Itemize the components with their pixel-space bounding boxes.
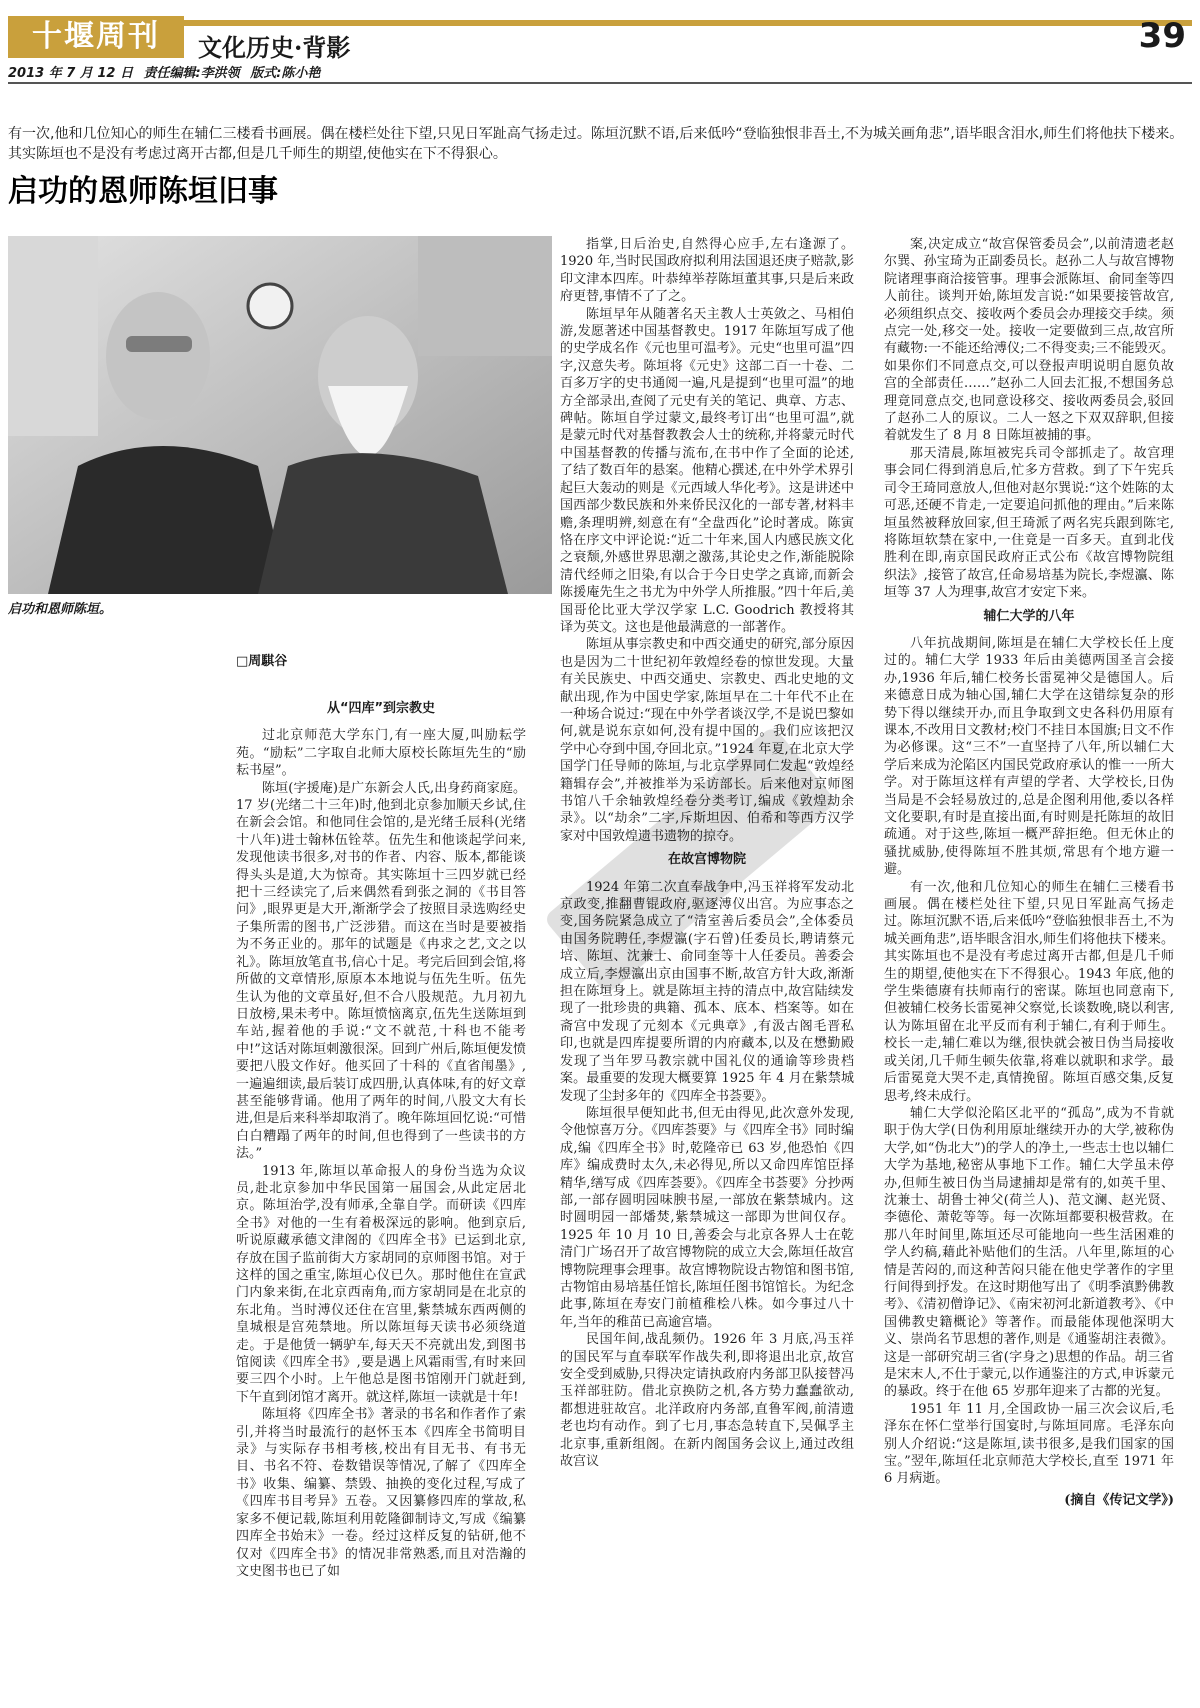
photo-caption: 启功和恩师陈垣。: [8, 602, 113, 617]
paragraph: 1924 年第二次直奉战争中,冯玉祥将军发动北京政变,推翻曹锟政府,驱逐溥仪出宫。为应事态之变,国务院紧急成立了“清室善后委员会”,全体委员由国务院聘任,李煜瀛(字石曾)任委员长,聘请蔡元培、陈垣、沈兼士、俞同奎等十人任委员。善委会成立后,李煜瀛出京由国事不断,故宫方针大政,渐渐担在陈垣身上。就是陈垣主持的清点中,故宫陆续发现了一批珍贵的典籍、孤本、底本、档案等。如在斋宫中发现了元刻本《元典章》,有汲古阁毛晋私印,也就是四库提要所谓的内府藏本,以及在懋勤殿发现了当年罗马教宗就中国礼仪的通谕等珍贵档案。最重要的发现大概要算 1925 年 4 月在紫禁城发现了尘封多年的《四库全书荟要》。: [560, 879, 854, 1104]
layout-credit: 版式:陈小艳: [250, 66, 321, 81]
paragraph: 有一次,他和几位知心的师生在辅仁三楼看书画展。偶在楼栏处往下望,只见日军趾高气扬走过。陈垣沉默不语,后来低吟“登临独恨非吾土,不为城关画角悲”,语毕眼含泪水,师生们将他扶下楼来。其实陈垣也不是没有考虑过离开古都,但是几千师生的期望,使他实在下不得狠心。1943 年底,他的学生柴德赓有扶师南行的密谋。陈垣也同意南下,但被辅仁校务长雷冕神父察觉,长谈数晚,晓以利害,认为陈垣留在北平反而有利于辅仁,有利于师生。校长一走,辅仁难以为继,很快就会被日伪当局接收或关闭,几千师生顿失依靠,将难以就职和求学。最后雷冕竟大哭不走,真情挽留。陈垣百感交集,反复思考,终未成行。: [884, 879, 1174, 1104]
section-heading: 在故宫博物院: [667, 852, 746, 868]
paragraph: 民国年间,战乱频仍。1926 年 3 月底,冯玉祥的国民军与直奉联军作战失利,即将退出北京,故宫安全受到威胁,只得决定请执政府内务部卫队接替冯玉祥部驻防。借北京换防之机,各方势力蠢蠢欲动,都想进驻故宫。北洋政府内务部,直鲁军阀,前清遗老也均有动作。到了七月,事态急转直下,吴佩孚主北京事,重新组阁。在新内阁国务会议上,通过改组故宫议: [560, 1332, 854, 1470]
divider: [8, 82, 1192, 84]
column-body: [884, 236, 1174, 602]
paragraph: 陈垣将《四库全书》著录的书名和作者作了索引,并将当时最流行的赵怀玉本《四库全书简明目录》与实际存书相考核,校出有目无书、有书无目、书名不符、卷数错误等情况,了解了《四库全书》收集、编纂、禁毁、抽换的变化过程,写成了《四库书目考异》五卷。又因纂修四库的掌故,私家多不便记载,陈垣利用乾隆御制诗文,写成《编纂四库全书始末》一卷。经过这样反复的钻研,他不仅对《四库全书》的情况非常熟悉,而且对浩瀚的文史图书也已了如: [236, 1407, 526, 1579]
column-1: [236, 694, 526, 1702]
article-headline: 启功的恩师陈垣旧事: [8, 174, 278, 209]
paragraph: 陈垣从事宗教史和中西交通史的研究,部分原因也是因为二十世纪初年敦煌经卷的惊世发现。大量有关民族史、中西交通史、宗教史、西北史地的文献出现,作为中国史学家,陈垣早在二十年代不止在一种场合说过:“现在中外学者谈汉学,不是说巴黎如何,就是说东京如何,没有提中国的。我们应该把汉学中心夺到中国,夺回北京。”1924 年夏,在北京大学国学门任导师的陈垣,与北京学界同仁发起“敦煌经籍辑存会”,并被推举为采访部长。后来他对京师图书馆八千余轴敦煌经卷分类考订,编成《敦煌劫余录》。以“劫余”二字,斥斯坦因、伯希和等西方汉学家对中国敦煌遗书遗物的掠夺。: [560, 637, 854, 844]
editor-credit: 责任编辑:李洪领: [143, 66, 240, 81]
paragraph: 陈垣早年从随著名天主教人士英敛之、马相伯游,发愿著述中国基督教史。1917 年陈垣写成了他的史学成名作《元也里可温考》。元史“也里可温”四字,汉意失考。陈垣将《元史》这部二百一十卷、二百多万字的史书通阅一遍,凡是提到“也里可温”的地方全部录出,查阅了元史有关的笔记、典章、方志、碑帖。陈垣自学过蒙文,最终考订出“也里可温”,就是蒙元时代对基督教教会人士的统称,并将蒙元时代中国基督教的传播与流布,在书中作了全面的论述,了结了数百年的悬案。他精心撰述,在中外学术界引起巨大轰动的则是《元西域人华化考》。这是讲述中国西部少数民族和外来侨民汉化的一部专著,材料丰赡,条理明辨,刻意在有“全盘西化”论时著成。陈寅恪在序文中评论说:“近二十年来,国人内感民族文化之衰颓,外感世界思潮之激荡,其论史之作,渐能脱除清代经师之旧染,有以合于今日史学之真谛,而新会陈援庵先生之书尤为中外学人所推服。”四十年后,美国哥伦比亚大学汉学家 L.C. Goodrich 教授将其译为英文。这也是他最满意的一部著作。: [560, 306, 854, 635]
issue-meta: [8, 62, 326, 81]
author-byline: □周騏谷: [236, 654, 288, 669]
paragraph: 过北京师范大学东门,有一座大厦,叫励耘学苑。“励耘”二字取自北师大原校长陈垣先生的“励耘书屋”。: [236, 728, 526, 779]
masthead-rule: [184, 20, 1192, 26]
column-body: [560, 236, 854, 845]
source-credit: (摘自《传记文学》): [1064, 1492, 1174, 1508]
paragraph: 1951 年 11 月,全国政协一届三次会议后,毛泽东在怀仁堂举行国宴时,与陈垣同席。毛泽东向别人介绍说:“这是陈垣,读书很多,是我们国家的国宝。”翌年,陈垣任北京师范大学校长,直至 1971 年 6 月病逝。: [884, 1401, 1174, 1487]
page-number: 39: [1138, 16, 1186, 56]
masthead: [8, 10, 1192, 60]
paragraph: 陈垣(字援庵)是广东新会人氏,出身药商家庭。17 岁(光绪二十三年)时,他到北京参加顺天乡试,住在新会会馆。和他同住会馆的,是光绪壬辰科(光绪十八年)进士翰林伍铨萃。伍先生和他谈起学问来,发现他读书很多,对书的作者、内容、版本,都能谈得头头是道,大为惊奇。其实陈垣十三四岁就已经把十三经读完了,后来偶然看到张之洞的《书目答问》,眼界更是大开,渐渐学会了按照目录选购经史子集所需的图书,广泛涉猎。而这在当时是要被指为不务正业的。那年的试题是《冉求之艺,文之以礼》。陈垣放笔直书,信心十足。考完后回到会馆,将所做的文章情形,原原本本地说与伍先生听。伍先生认为他的文章虽好,但不合八股规范。九月初九日放榜,果未考中。陈垣愤恼离京,伍先生送陈垣到车站,握着他的手说:“文不就范,十科也不能考中!”这话对陈垣刺激很深。回到广州后,陈垣便发愤要把八股文作好。他买回了十科的《直省闱墨》,一遍遍细读,最后装订成四册,认真体味,有的好文章甚至能够背诵。他用了两年的时间,八股文大有长进,但是后来科举却取消了。晚年陈垣回忆说:“可惜白白糟蹋了两年的时间,但也得到了一些读书的方法。”: [236, 780, 526, 1162]
photo-illustration: [8, 236, 552, 594]
publication-logo: 十堰周刊: [8, 16, 184, 58]
column-body: [560, 879, 854, 1471]
paragraph: 八年抗战期间,陈垣是在辅仁大学校长任上度过的。辅仁大学 1933 年后由美德两国圣言会接办,1936 年后,辅仁校务长雷冕神父是德国人。后来德意日成为轴心国,辅仁大学在这错综复杂的形势下得以继续开办,而且争取到文史各科仍用原有课本,不改用日文教材;校门不挂日本国旗;日文不作为必修课。这“三不”一直坚持了八年,所以辅仁大学后来成为沦陷区内国民党政府承认的惟一一所大学。对于陈垣这样有声望的学者、大学校长,日伪当局是不会轻易放过的,总是企图利用他,委以各样文化要职,有时是直接出面,有时则是托陈垣的故旧疏通。对于这些,陈垣一概严辞拒绝。但无休止的骚扰威胁,使得陈垣不胜其烦,常思有个地方避一避。: [884, 635, 1174, 878]
paragraph: 1913 年,陈垣以革命报人的身份当选为众议员,赴北京参加中华民国第一届国会,从此定居北京。陈垣治学,没有师承,全靠自学。而研读《四库全书》对他的一生有着极深远的影响。他到京后,听说原藏承德文津阁的《四库全书》已运到北京,存放在国子监前街大方家胡同的京师图书馆。对于这样的国之重宝,陈垣心仪已久。那时他住在宣武门内象来街,在北京西南角,而方家胡同是在北京的东北角。当时溥仪还住在宫里,紫禁城东西两侧的皇城根是宫苑禁地。所以陈垣每天读书必须绕道走。于是他赁一辆驴车,每天天不亮就出发,到图书馆阅读《四库全书》,要是遇上风霜雨雪,有时来回要三四个小时。上午他总是图书馆刚开门就赶到,下午直到闭馆才离开。就这样,陈垣一读就是十年!: [236, 1163, 526, 1405]
paragraph: 案,决定成立“故宫保管委员会”,以前清遗老赵尔巽、孙宝琦为正副委员长。赵孙二人与故宫博物院诸理事商洽接管事。理事会派陈垣、俞同奎等四人前往。谈判开始,陈垣发言说:“如果要接管故宫,必须组织点交、接收两个委员会办理接交手续。须点完一处,移交一处。接收一定要做到三点,故宫所有藏物:一不能还给溥仪;二不得变卖;三不能毁灭。如果你们不同意点交,可以登报声明说明自愿负故宫的全部责任……”赵孙二人回去汇报,不想国务总理竟同意点交,也同意设移交、接收两委员会,驳回了赵孙二人的原议。二人一怒之下双双辞职,但接着就发生了 8 月 8 日陈垣被捕的事。: [884, 237, 1174, 444]
column-body: [236, 727, 526, 1580]
issue-date: 2013 年 7 月 12 日: [8, 66, 133, 81]
paragraph: 陈垣很早便知此书,但无由得见,此次意外发现,令他惊喜万分。《四库荟要》与《四库全书》同时编成,编《四库全书》时,乾隆帝已 63 岁,他恐怕《四库》编成费时太久,未必得见,所以又命四库馆臣择精华,缮写成《四库荟要》。《四库全书荟要》分抄两部,一部存圆明园味腴书屋,一部放在紫禁城内。这时圆明园一部燔焚,紫禁城这一部即为世间仅存。1925 年 10 月 10 日,善委会与北京各界人士在乾清门广场召开了故宫博物院的成立大会,陈垣任故宫博物院理事会理事。故宫博物院设古物馆和图书馆,古物馆由易培基任馆长,陈垣任图书馆馆长。为纪念此事,陈垣在寿安门前植稚桧八株。如今事过八十年,当年的稚苗已高逾宫墙。: [560, 1105, 854, 1330]
lead-paragraph: 有一次,他和几位知心的师生在辅仁三楼看书画展。偶在楼栏处往下望,只见日军趾高气扬走过。陈垣沉默不语,后来低吟“登临独恨非吾土,不为城关画角悲”,语毕眼含泪水,师生们将他扶下楼来。其实陈垣也不是没有考虑过离开古都,但是几千师生的期望,使他实在下不得狠心。: [8, 126, 1184, 162]
article-photo: [8, 236, 552, 594]
column-2: [560, 236, 854, 1702]
section-heading: 辅仁大学的八年: [983, 608, 1075, 624]
section-heading: 从“四库”到宗教史: [326, 701, 436, 716]
section-title: 文化历史·背影: [198, 33, 351, 62]
column-3: [884, 236, 1174, 1702]
paragraph: 辅仁大学似沦陷区北平的“孤岛”,成为不肯就职于伪大学(日伪利用原址继续开办的大学,被称伪大学,如“伪北大”)的学人的净土,一些志士也以辅仁大学为基地,秘密从事地下工作。辅仁大学虽未停办,但师生被日伪当局逮捕却是常有的,如英千里、沈兼士、胡鲁士神父(荷兰人)、范文澜、赵光贤、李德伦、萧乾等等。每一次陈垣都要积极营救。在那八年时间里,陈垣还尽可能地向一些生活困难的学人约稿,藉此补贴他们的生活。八年里,陈垣的心情是苦闷的,而这种苦闷只能在他史学著作的字里行间得到抒发。在这时期他写出了《明季滇黔佛教考》、《清初僧诤记》、《南宋初河北新道教考》、《中国佛教史籍概论》等著作。而最能体现他深明大义、崇尚名节思想的著作,则是《通鉴胡注表微》。这是一部研究胡三省(字身之)思想的作品。胡三省是宋末人,不仕于蒙元,以作通鉴注的方式,申诉蒙元的暴政。终于在他 65 岁那年迎来了古都的光复。: [884, 1105, 1174, 1400]
paragraph: 指掌,日后治史,自然得心应手,左右逢源了。1920 年,当时民国政府拟利用法国退还庚子赔款,影印文津本四库。叶恭绰举荐陈垣董其事,只是后来政府更替,事情不了了之。: [560, 237, 854, 305]
paragraph: 那天清晨,陈垣被宪兵司令部抓走了。故宫理事会同仁得到消息后,忙多方营救。到了下午宪兵司令王琦同意放人,但他对赵尔巽说:“这个姓陈的太可恶,还硬不肯走,一定要追问抓他的理由。”后来陈垣虽然被释放回家,但王琦派了两名宪兵跟到陈宅,将陈垣软禁在家中,一住竟是一百多天。直到北伐胜利在即,南京国民政府正式公布《故宫博物院组织法》,接管了故宫,任命易培基为院长,李煜瀛、陈垣等 37 人为理事,故宫才安定下来。: [884, 445, 1174, 601]
column-body: [884, 635, 1174, 1488]
